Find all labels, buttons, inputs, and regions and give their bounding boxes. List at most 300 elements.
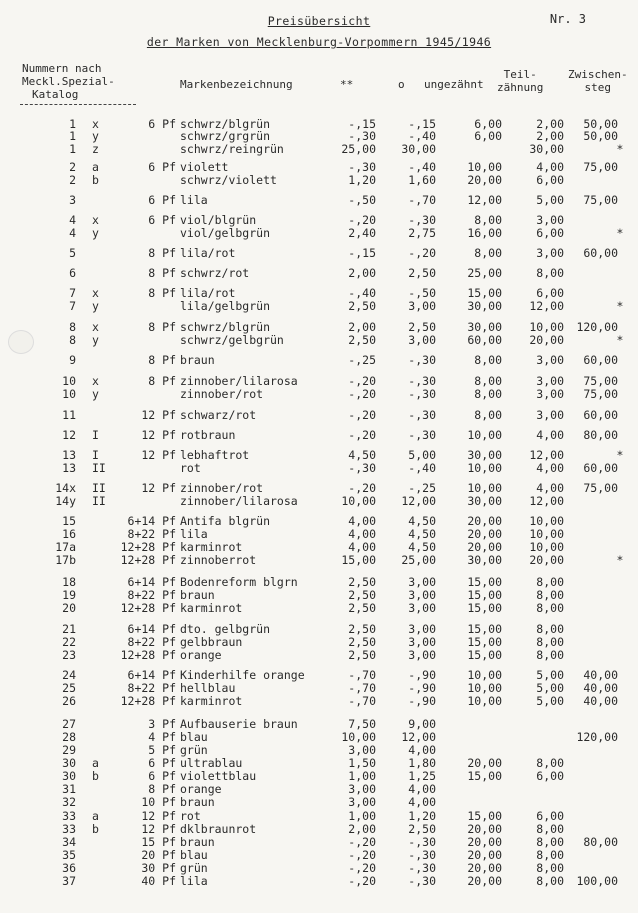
- row-value: 8 Pf: [148, 374, 176, 388]
- row-description: lebhaftrot: [180, 448, 250, 462]
- table-row: [0, 835, 638, 849]
- row-price-imperf: 8,00: [474, 246, 502, 260]
- table-row: [0, 142, 638, 156]
- row-price-used: 9,00: [408, 717, 436, 731]
- row-price-partperf: 6,00: [536, 769, 564, 783]
- row-value: 12 Pf: [141, 428, 176, 442]
- row-value: 6+14 Pf: [127, 575, 176, 589]
- row-price-imperf: 15,00: [467, 769, 502, 783]
- table-row: [0, 266, 638, 280]
- row-number: 14y: [55, 494, 76, 508]
- row-price-mint: 2,40: [348, 226, 376, 240]
- row-description: hellblau: [180, 681, 236, 695]
- row-variant: z: [92, 142, 99, 156]
- row-price-mint: -,20: [348, 387, 376, 401]
- row-number: 2: [69, 160, 76, 174]
- row-price-partperf: 5,00: [536, 668, 564, 682]
- row-number: 8: [69, 320, 76, 334]
- row-value: 8+22 Pf: [127, 527, 176, 541]
- row-price-partperf: 8,00: [536, 622, 564, 636]
- row-number: 13: [62, 461, 76, 475]
- row-number: 18: [62, 575, 76, 589]
- table-row: [0, 333, 638, 347]
- table-row: [0, 387, 638, 401]
- row-number: 24: [62, 668, 76, 682]
- row-price-partperf: 8,00: [536, 588, 564, 602]
- table-row: [0, 809, 638, 823]
- row-price-partperf: 20,00: [529, 553, 564, 567]
- row-variant: I: [92, 448, 99, 462]
- row-number: 1: [69, 117, 76, 131]
- row-price-imperf: 20,00: [467, 835, 502, 849]
- table-row: [0, 320, 638, 334]
- row-price-used: 3,00: [408, 588, 436, 602]
- row-variant: y: [92, 226, 99, 240]
- row-price-mint: 7,50: [348, 717, 376, 731]
- row-price-mint: -,30: [348, 461, 376, 475]
- table-row: [0, 575, 638, 589]
- row-number: 34: [62, 835, 76, 849]
- row-price-partperf: 5,00: [536, 681, 564, 695]
- table-row: [0, 299, 638, 313]
- row-description: lila/gelbgrün: [180, 299, 271, 313]
- row-description: ultrablau: [180, 756, 243, 770]
- row-value: 12+28 Pf: [120, 694, 176, 708]
- col-header-ungezaehnt: ungezähnt: [424, 78, 484, 91]
- row-number: 28: [62, 730, 76, 744]
- row-price-partperf: 12,00: [529, 494, 564, 508]
- row-variant: a: [92, 756, 99, 770]
- row-value: 6+14 Pf: [127, 622, 176, 636]
- row-price-imperf: 15,00: [467, 622, 502, 636]
- row-price-used: 3,00: [408, 575, 436, 589]
- row-value: 4 Pf: [148, 730, 176, 744]
- row-price-mint: 2,00: [348, 266, 376, 280]
- row-value: 8 Pf: [148, 286, 176, 300]
- row-description: lila/rot: [180, 286, 236, 300]
- row-price-mint: -,15: [348, 117, 376, 131]
- row-number: 10: [62, 374, 76, 388]
- row-description: rot: [180, 461, 201, 475]
- row-variant: x: [92, 286, 99, 300]
- table-row: [0, 848, 638, 862]
- row-description: lila: [180, 874, 208, 888]
- row-price-used: 4,50: [408, 527, 436, 541]
- row-description: zinnober/rot: [180, 481, 264, 495]
- table-row: [0, 743, 638, 757]
- row-price-mint: 2,00: [348, 822, 376, 836]
- row-value: 8+22 Pf: [127, 681, 176, 695]
- row-price-gutter: 50,00: [583, 117, 618, 131]
- row-price-used: -,50: [408, 286, 436, 300]
- row-price-mint: 10,00: [341, 730, 376, 744]
- row-price-mint: -,20: [348, 374, 376, 388]
- row-price-partperf: 8,00: [536, 874, 564, 888]
- row-price-used: -,30: [408, 428, 436, 442]
- row-price-mint: -,25: [348, 353, 376, 367]
- row-price-imperf: 20,00: [467, 874, 502, 888]
- row-price-imperf: 10,00: [467, 694, 502, 708]
- row-price-imperf: 10,00: [467, 681, 502, 695]
- row-value: 6 Pf: [148, 193, 176, 207]
- row-price-used: 12,00: [401, 730, 436, 744]
- row-description: lila: [180, 527, 208, 541]
- row-number: 31: [62, 782, 76, 796]
- row-price-mint: 1,50: [348, 756, 376, 770]
- row-price-used: -,40: [408, 160, 436, 174]
- row-variant: b: [92, 173, 99, 187]
- row-value: 12+28 Pf: [120, 553, 176, 567]
- row-price-partperf: 3,00: [536, 374, 564, 388]
- row-price-imperf: 20,00: [467, 540, 502, 554]
- row-price-used: -,90: [408, 681, 436, 695]
- row-number: 19: [62, 588, 76, 602]
- table-row: [0, 588, 638, 602]
- row-description: viol/gelbgrün: [180, 226, 271, 240]
- row-price-used: 1,25: [408, 769, 436, 783]
- table-row: [0, 822, 638, 836]
- row-price-partperf: 4,00: [536, 481, 564, 495]
- row-value: 8 Pf: [148, 353, 176, 367]
- row-number: 5: [69, 246, 76, 260]
- row-value: 8 Pf: [148, 246, 176, 260]
- row-number: 26: [62, 694, 76, 708]
- row-value: 8 Pf: [148, 782, 176, 796]
- row-mark: *: [616, 299, 624, 313]
- row-value: 8 Pf: [148, 320, 176, 334]
- row-number: 1: [69, 129, 76, 143]
- row-number: 22: [62, 635, 76, 649]
- table-row: [0, 481, 638, 495]
- row-price-mint: 2,50: [348, 575, 376, 589]
- row-variant: y: [92, 299, 99, 313]
- row-number: 14x: [55, 481, 76, 495]
- row-number: 16: [62, 527, 76, 541]
- row-price-partperf: 3,00: [536, 213, 564, 227]
- row-number: 4: [69, 226, 76, 240]
- row-description: karminrot: [180, 540, 243, 554]
- row-price-partperf: 10,00: [529, 527, 564, 541]
- row-value: 12 Pf: [141, 481, 176, 495]
- row-price-used: -,70: [408, 193, 436, 207]
- row-price-partperf: 5,00: [536, 694, 564, 708]
- row-price-partperf: 30,00: [529, 142, 564, 156]
- row-price-partperf: 12,00: [529, 448, 564, 462]
- row-price-gutter: 120,00: [576, 730, 618, 744]
- row-number: 20: [62, 601, 76, 615]
- table-row: [0, 694, 638, 708]
- row-price-imperf: 16,00: [467, 226, 502, 240]
- row-variant: x: [92, 320, 99, 334]
- row-price-gutter: 60,00: [583, 461, 618, 475]
- table-row: [0, 730, 638, 744]
- row-price-used: 4,00: [408, 782, 436, 796]
- row-number: 32: [62, 795, 76, 809]
- row-price-mint: 4,00: [348, 540, 376, 554]
- row-number: 21: [62, 622, 76, 636]
- row-price-imperf: 20,00: [467, 756, 502, 770]
- row-description: schwrz/blgrün: [180, 117, 271, 131]
- row-price-partperf: 8,00: [536, 861, 564, 875]
- row-price-partperf: 8,00: [536, 635, 564, 649]
- row-price-partperf: 3,00: [536, 387, 564, 401]
- row-price-partperf: 6,00: [536, 809, 564, 823]
- row-variant: a: [92, 809, 99, 823]
- row-price-used: 25,00: [401, 553, 436, 567]
- row-price-mint: -,70: [348, 694, 376, 708]
- row-variant: b: [92, 822, 99, 836]
- row-price-mint: 2,50: [348, 635, 376, 649]
- row-price-mint: 4,00: [348, 514, 376, 528]
- row-price-mint: 15,00: [341, 553, 376, 567]
- row-description: grün: [180, 743, 208, 757]
- row-mark: *: [616, 448, 624, 462]
- row-price-imperf: 6,00: [474, 117, 502, 131]
- row-variant: II: [92, 481, 106, 495]
- row-description: schwrz/reingrün: [180, 142, 284, 156]
- row-price-partperf: 10,00: [529, 540, 564, 554]
- row-price-gutter: 75,00: [583, 193, 618, 207]
- row-number: 10: [62, 387, 76, 401]
- table-row: [0, 514, 638, 528]
- table-row: [0, 681, 638, 695]
- row-price-imperf: 30,00: [467, 494, 502, 508]
- table-row: [0, 861, 638, 875]
- table-row: [0, 129, 638, 143]
- table-row: [0, 769, 638, 783]
- row-price-mint: 1,00: [348, 809, 376, 823]
- row-mark: *: [616, 333, 624, 347]
- table-row: [0, 173, 638, 187]
- row-price-used: 2,75: [408, 226, 436, 240]
- row-value: 8+22 Pf: [127, 635, 176, 649]
- row-number: 11: [62, 408, 76, 422]
- row-description: blau: [180, 730, 208, 744]
- row-price-partperf: 8,00: [536, 835, 564, 849]
- page-subtitle: der Marken von Mecklenburg-Vorpommern 1945/1946: [146, 35, 492, 49]
- row-price-imperf: 12,00: [467, 193, 502, 207]
- row-mark: *: [616, 226, 624, 240]
- row-value: 6 Pf: [148, 756, 176, 770]
- row-value: 15 Pf: [141, 835, 176, 849]
- col-header-postfrisch: **: [340, 78, 354, 91]
- row-price-partperf: 6,00: [536, 226, 564, 240]
- row-description: blau: [180, 848, 208, 862]
- col-header-gestempelt: o: [398, 78, 405, 91]
- row-value: 12 Pf: [141, 448, 176, 462]
- row-description: lila: [180, 193, 208, 207]
- row-price-mint: -,70: [348, 668, 376, 682]
- row-number: 27: [62, 717, 76, 731]
- row-variant: b: [92, 769, 99, 783]
- table-row: [0, 193, 638, 207]
- row-number: 37: [62, 874, 76, 888]
- row-price-gutter: 60,00: [583, 408, 618, 422]
- row-price-used: -,30: [408, 835, 436, 849]
- col-header-nummern: Nummern nach Meckl.Spezial- Katalog: [22, 62, 115, 101]
- row-value: 6 Pf: [148, 769, 176, 783]
- row-value: 20 Pf: [141, 848, 176, 862]
- row-description: zinnober/rot: [180, 387, 264, 401]
- row-price-used: 2,50: [408, 266, 436, 280]
- row-price-mint: 4,00: [348, 527, 376, 541]
- row-number: 33: [62, 809, 76, 823]
- row-description: braun: [180, 353, 215, 367]
- row-price-mint: 3,00: [348, 795, 376, 809]
- row-price-imperf: 20,00: [467, 861, 502, 875]
- row-price-partperf: 2,00: [536, 129, 564, 143]
- row-price-used: 2,50: [408, 822, 436, 836]
- row-value: 12 Pf: [141, 809, 176, 823]
- row-price-partperf: 6,00: [536, 286, 564, 300]
- row-price-gutter: 40,00: [583, 681, 618, 695]
- row-price-partperf: 8,00: [536, 822, 564, 836]
- row-price-mint: -,20: [348, 848, 376, 862]
- page-number: Nr. 3: [549, 12, 586, 26]
- row-price-partperf: 8,00: [536, 266, 564, 280]
- row-value: 8+22 Pf: [127, 588, 176, 602]
- row-description: schwrz/blgrün: [180, 320, 271, 334]
- row-description: Bodenreform blgrn: [180, 575, 298, 589]
- row-variant: a: [92, 160, 99, 174]
- table-row: [0, 494, 638, 508]
- row-price-mint: 2,50: [348, 333, 376, 347]
- row-price-gutter: 50,00: [583, 129, 618, 143]
- row-price-imperf: 20,00: [467, 527, 502, 541]
- row-value: 5 Pf: [148, 743, 176, 757]
- row-value: 12+28 Pf: [120, 648, 176, 662]
- row-price-mint: 2,50: [348, 601, 376, 615]
- row-value: 6 Pf: [148, 213, 176, 227]
- page-title: Preisübersicht: [267, 14, 371, 28]
- row-price-used: -,20: [408, 246, 436, 260]
- table-row: [0, 160, 638, 174]
- row-price-mint: -,20: [348, 408, 376, 422]
- row-number: 7: [69, 286, 76, 300]
- row-price-partperf: 20,00: [529, 333, 564, 347]
- table-row: [0, 553, 638, 567]
- row-number: 15: [62, 514, 76, 528]
- row-value: 6+14 Pf: [127, 668, 176, 682]
- row-number: 33: [62, 822, 76, 836]
- row-price-gutter: 80,00: [583, 428, 618, 442]
- row-price-used: -,30: [408, 353, 436, 367]
- row-description: Kinderhilfe orange: [180, 668, 305, 682]
- row-description: viol/blgrün: [180, 213, 257, 227]
- row-price-used: 4,00: [408, 795, 436, 809]
- row-price-mint: 2,50: [348, 622, 376, 636]
- row-price-mint: -,20: [348, 874, 376, 888]
- row-price-used: -,30: [408, 374, 436, 388]
- row-description: braun: [180, 835, 215, 849]
- row-price-used: 3,00: [408, 601, 436, 615]
- row-value: 12+28 Pf: [120, 540, 176, 554]
- row-price-mint: 10,00: [341, 494, 376, 508]
- row-variant: II: [92, 494, 106, 508]
- row-value: 6+14 Pf: [127, 514, 176, 528]
- row-price-partperf: 10,00: [529, 514, 564, 528]
- row-price-partperf: 4,00: [536, 428, 564, 442]
- row-number: 12: [62, 428, 76, 442]
- row-price-imperf: 10,00: [467, 481, 502, 495]
- row-description: schwarz/rot: [180, 408, 257, 422]
- col-header-zwischensteg: Zwischen- steg: [568, 68, 628, 94]
- row-price-imperf: 15,00: [467, 286, 502, 300]
- row-price-used: -,40: [408, 461, 436, 475]
- row-price-mint: -,20: [348, 861, 376, 875]
- row-description: braun: [180, 588, 215, 602]
- row-price-mint: -,20: [348, 428, 376, 442]
- row-price-imperf: 15,00: [467, 635, 502, 649]
- row-price-used: 1,80: [408, 756, 436, 770]
- row-description: zinnober/lilarosa: [180, 494, 298, 508]
- row-price-used: -,25: [408, 481, 436, 495]
- row-number: 13: [62, 448, 76, 462]
- row-value: 12+28 Pf: [120, 601, 176, 615]
- row-price-imperf: 8,00: [474, 408, 502, 422]
- row-price-imperf: 15,00: [467, 648, 502, 662]
- row-price-used: 1,60: [408, 173, 436, 187]
- table-row: [0, 782, 638, 796]
- table-row: [0, 226, 638, 240]
- row-variant: x: [92, 213, 99, 227]
- row-value: 30 Pf: [141, 861, 176, 875]
- row-description: schwrz/rot: [180, 266, 250, 280]
- row-value: 40 Pf: [141, 874, 176, 888]
- row-price-imperf: 15,00: [467, 588, 502, 602]
- row-price-imperf: 8,00: [474, 387, 502, 401]
- row-number: 9: [69, 353, 76, 367]
- row-price-used: 4,00: [408, 743, 436, 757]
- row-price-used: -,40: [408, 129, 436, 143]
- row-price-imperf: 20,00: [467, 173, 502, 187]
- row-price-used: -,30: [408, 848, 436, 862]
- row-number: 36: [62, 861, 76, 875]
- row-price-mint: 4,50: [348, 448, 376, 462]
- table-row: [0, 622, 638, 636]
- table-row: [0, 635, 638, 649]
- row-number: 29: [62, 743, 76, 757]
- row-number: 17b: [55, 553, 76, 567]
- row-price-used: -,30: [408, 213, 436, 227]
- row-price-mint: 1,20: [348, 173, 376, 187]
- row-price-used: 1,20: [408, 809, 436, 823]
- row-price-used: 4,50: [408, 540, 436, 554]
- row-price-mint: -,30: [348, 160, 376, 174]
- row-price-used: -,15: [408, 117, 436, 131]
- row-price-used: -,90: [408, 668, 436, 682]
- row-price-used: 12,00: [401, 494, 436, 508]
- row-price-imperf: 25,00: [467, 266, 502, 280]
- row-price-partperf: 12,00: [529, 299, 564, 313]
- row-value: 8 Pf: [148, 266, 176, 280]
- row-price-imperf: 8,00: [474, 213, 502, 227]
- table-row: [0, 795, 638, 809]
- row-price-gutter: 100,00: [576, 874, 618, 888]
- row-description: violett: [180, 160, 229, 174]
- row-description: zinnober/lilarosa: [180, 374, 298, 388]
- row-mark: *: [616, 553, 624, 567]
- row-price-imperf: 10,00: [467, 428, 502, 442]
- row-price-used: 3,00: [408, 635, 436, 649]
- table-row: [0, 286, 638, 300]
- table-row: [0, 874, 638, 888]
- row-number: 8: [69, 333, 76, 347]
- row-number: 30: [62, 769, 76, 783]
- row-number: 6: [69, 266, 76, 280]
- row-price-mint: 25,00: [341, 142, 376, 156]
- row-price-mint: 2,50: [348, 648, 376, 662]
